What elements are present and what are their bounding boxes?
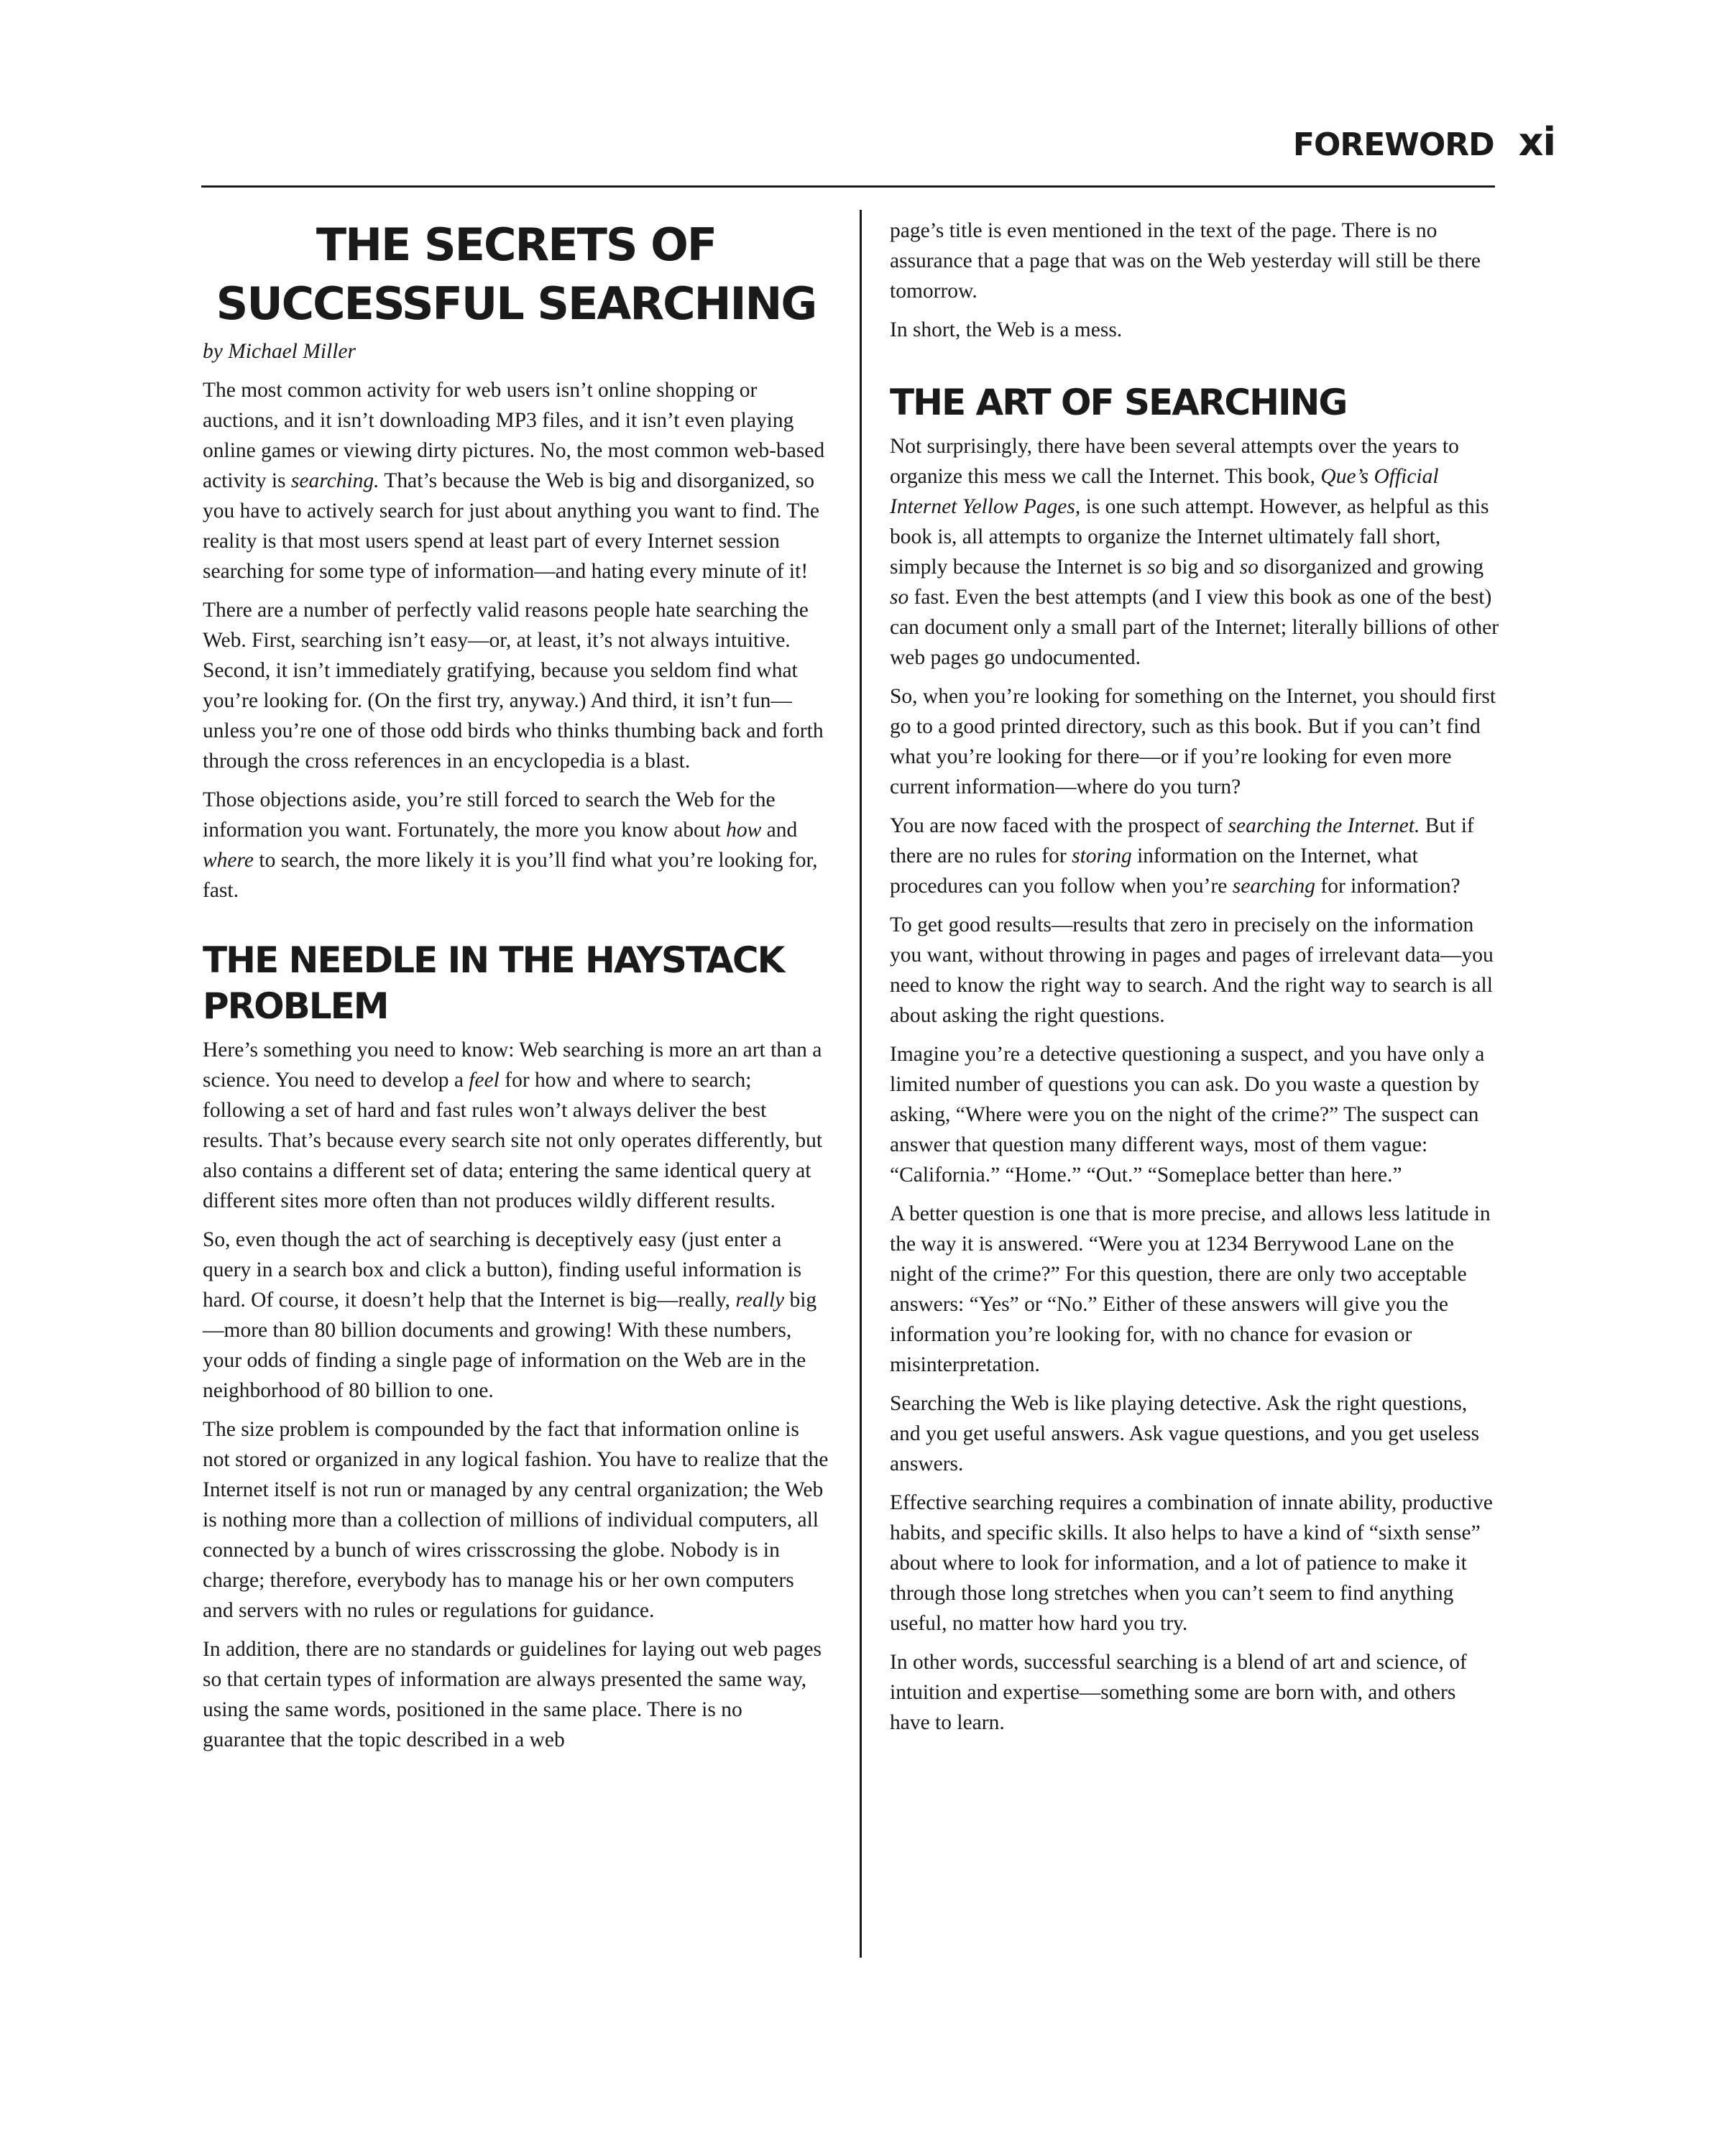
right-column — [890, 216, 1501, 1746]
running-head-section: FOREWORD — [1292, 126, 1494, 163]
byline: by Michael Miller — [203, 340, 356, 363]
paragraph: A better question is one that is more precise, and allows less latitude in the way it is answered. “Were you at 1234 Berrywood Lane on the night of the crime?” For this question, there are only two acceptable answers: “Yes” or “No.” Either of these answers will give you the information you’re looking for, with no chance for evasion or misinterpretation. — [890, 1202, 1491, 1376]
page-number: xi — [1518, 119, 1555, 165]
section-heading-needle: THE NEEDLE IN THE HAYSTACK PROBLEM — [203, 939, 784, 1027]
header-rule — [201, 185, 1495, 188]
article-title-line-1: THE SECRETS OF — [316, 218, 717, 271]
column-divider — [860, 210, 862, 1958]
running-head — [1293, 119, 1555, 165]
paragraph: page’s title is even mentioned in the text of the page. There is no assurance that a page that was on the Web yesterday will still be there tomorrow. — [890, 219, 1481, 303]
left-column — [203, 216, 829, 1764]
paragraph: Those objections aside, you’re still forced to search the Web for the information you want. Fortunately, the more you know about how and where to search, the more likely it is you’ll find what you’re looking for, fast. — [203, 788, 818, 902]
paragraph: In other words, successful searching is a blend of art and science, of intuition and expertise—something some are born with, and others have to learn. — [890, 1651, 1467, 1734]
paragraph: Here’s something you need to know: Web searching is more an art than a science. You need to develop a feel for how and where to search; following a set of hard and fast rules won’t always deliver the best results. That’s because every search site not only operates differently, but also contains a different set of data; entering the same identical query at different sites more often than not produces wildly different results. — [203, 1038, 823, 1212]
article-title — [203, 216, 829, 333]
paragraph: The most common activity for web users isn’t online shopping or auctions, and it isn’t downloading MP3 files, and it isn’t even playing online games or viewing dirty pictures. No, the most common web-based activity is searching. That’s because the Web is big and disorganized, so you have to actively search for just about anything you want to find. The reality is that most users spend at least part of every Internet session searching for some type of information—and hating every minute of it! — [203, 379, 825, 583]
paragraph: To get good results—results that zero in precisely on the information you want, without throwing in pages and pages of irrelevant data—you need to know the right way to search. And the right way to search is all about asking the right questions. — [890, 913, 1494, 1027]
paragraph: You are now faced with the prospect of searching the Internet. But if there are no rules for storing information on the Internet, what procedures can you follow when you’re searching for information? — [890, 814, 1474, 898]
paragraph: There are a number of perfectly valid reasons people hate searching the Web. First, searching isn’t easy—or, at least, it’s not always intuitive. Second, it isn’t immediately gratifying, because you seldom find what you’re looking for. (On the first try, anyway.) And third, it isn’t fun—unless you’re one of those odd birds who thinks thumbing back and forth through the cross references in an encyclopedia is a blast. — [203, 599, 824, 773]
paragraph: Not surprisingly, there have been several attempts over the years to organize this mess we call the Internet. This book, Que’s Official Internet Yellow Pages, is one such attempt. However, as helpful as this book is, all attempts to organize the Internet ultimately fall short, simply because the Internet is so big and so disorganized and growing so fast. Even the best attempts (and I view this book as one of the best) can document only a small part of the Internet; literally billions of other web pages go undocumented. — [890, 435, 1499, 669]
section-heading-art: THE ART OF SEARCHING — [890, 382, 1347, 423]
paragraph: The size problem is compounded by the fact that information online is not stored or organized in any logical fashion. You have to realize that the Internet itself is not run or managed by any central organization; the Web is nothing more than a collection of millions of individual computers, all connected by a bunch of wires crisscrossing the globe. Nobody is in charge; therefore, everybody has to manage his or her own computers and servers with no rules or regulations for guidance. — [203, 1418, 829, 1622]
paragraph: Effective searching requires a combination of innate ability, productive habits, and specific skills. It also helps to have a kind of “sixth sense” about where to look for information, and a lot of patience to make it through those long stretches when you can’t seem to find anything useful, no matter how hard you try. — [890, 1491, 1493, 1635]
paragraph: Imagine you’re a detective questioning a suspect, and you have only a limited number of questions you can ask. Do you waste a question by asking, “Where were you on the night of the crime?” The suspect can answer that question many different ways, most of them vague: “California.” “Home.” “Out.” “Someplace better than here.” — [890, 1043, 1485, 1187]
paragraph: So, even though the act of searching is deceptively easy (just enter a query in a search box and click a button), finding useful information is hard. Of course, it doesn’t help that the Internet is big—really, really big—more than 80 billion documents and growing! With these numbers, your odds of finding a single page of information on the Web are in the neighborhood of 80 billion to one. — [203, 1228, 817, 1402]
paragraph: In short, the Web is a mess. — [890, 318, 1123, 341]
paragraph: So, when you’re looking for something on the Internet, you should first go to a good printed directory, such as this book. But if you can’t find what you’re looking for there—or if you’re looking for even more current information—where do you turn? — [890, 685, 1496, 798]
paragraph: Searching the Web is like playing detective. Ask the right questions, and you get useful answers. Ask vague questions, and you get useless answers. — [890, 1392, 1480, 1475]
paragraph: In addition, there are no standards or guidelines for laying out web pages so that certain types of information are always presented the same way, using the same words, positioned in the same place. There is no guarantee that the topic described in a web — [203, 1638, 822, 1751]
article-title-line-2: SUCCESSFUL SEARCHING — [216, 277, 816, 330]
